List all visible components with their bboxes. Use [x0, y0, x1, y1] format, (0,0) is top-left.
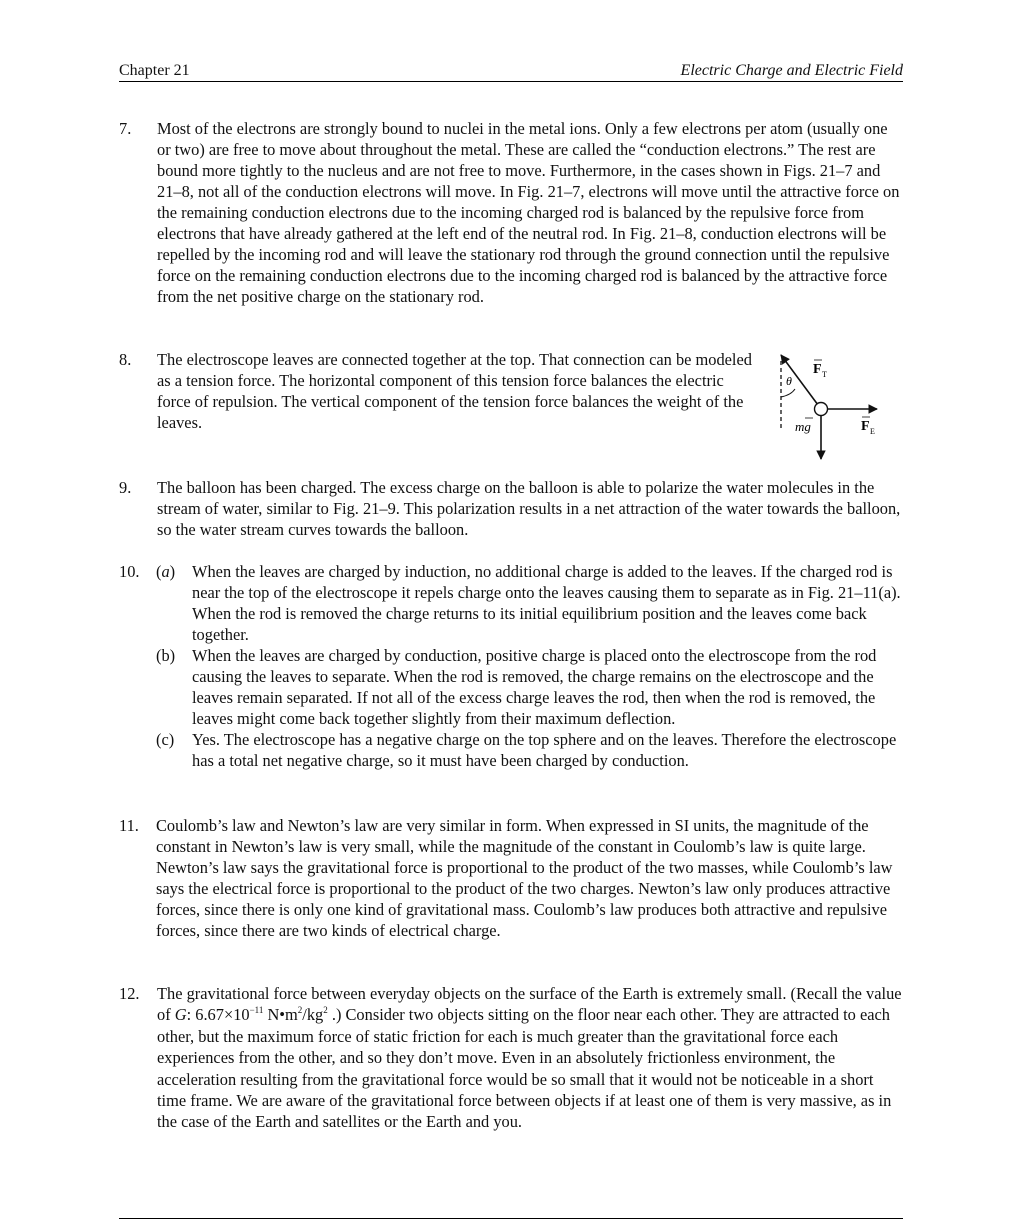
sub-part-a [156, 561, 903, 645]
item-number: 8. [119, 350, 132, 369]
text-after: .) Consider two objects sitting on the floor near each other. They are attracted to each other, but the maximum force of static friction for each is much greater than the gravitational force each experiences from the other, and so they don’t move. Even in an absolutely frictionless environment, the acceleration resulting from the gravitational force would be so small that it would not be noticeable in a short time frame. We are aware of the gravitational force between objects if at least one of them is very massive, as in the case of the Earth and satellites or the Earth and you. [157, 1005, 892, 1132]
tension-label: F [813, 362, 822, 377]
force-diagram [773, 351, 903, 471]
weight-label: mg [795, 419, 811, 434]
force-diagram-svg [773, 351, 903, 471]
answer-item-8 [119, 349, 903, 436]
tension-subscript: T [822, 370, 827, 379]
sub-text: When the leaves are charged by conduction, positive charge is placed onto the electroscope from the rod causing the leaves to separate. When the rod is removed, the charge remains on the electroscope and the leaves remain separated. If not all of the excess charge leaves the rod, then when the rod is removed, the leaves might come back together slightly from their maximum deflection. [192, 646, 877, 728]
item-number: 7. [119, 119, 132, 138]
electric-subscript: E [870, 427, 875, 436]
item-text: The gravitational force between everyday objects on the surface of the Earth is extremely small. (Recall the value of G: $6.67\times 10^{-11}$ $N•m^2/kg^2$ .) Consider two objects sitting on the floor near each other. They are attracted to each other, but the maximum force of static friction for each is much greater than the gravitational force each experiences from the other, and so they don’t move. Even in an absolutely frictionless environment, the acceleration resulting from the gravitational force would be so small that it would not be noticeable in a short time frame. We are aware of the gravitational force between objects if at least one of them is very massive, as in the case of the Earth and satellites or the Earth and you. [157, 984, 902, 1132]
chapter-title: Electric Charge and Electric Field [680, 62, 903, 79]
sub-part-c [156, 729, 903, 771]
item-text: Most of the electrons are strongly bound to nuclei in the metal ions. Only a few electrons per atom (usually one or two) are free to move about throughout the metal. These are called the “conduction electrons.” The rest are bound more tightly to the nucleus and are not free to move. Furthermore, in the cases shown in Figs. 21–7 and 21–8, not all of the conduction electrons will move. In Fig. 21–7, electrons will move until the attractive force on the remaining conduction electrons due to the incoming charged rod is balanced by the repulsive force from electrons that have already gathered at the left end of the neutral rod. In Fig. 21–8, conduction electrons will be repelled by the incoming rod and will leave the stationary rod through the ground connection until the repulsive force on the remaining conduction electrons due to the incoming charged rod is balanced by the attractive force from the net positive charge on the stationary rod. [157, 119, 900, 306]
theta-label: θ [786, 374, 792, 388]
sub-label: (c) [156, 730, 175, 749]
answer-item-10 [119, 561, 903, 771]
item-number: 11. [119, 816, 139, 835]
item-number: 10. [119, 562, 140, 581]
sub-part-b [156, 645, 903, 729]
item-text: The balloon has been charged. The excess charge on the balloon is able to polarize the water molecules in the stream of water, similar to Fig. 21–9. This polarization results in a net attraction of the water towards the balloon, so the water stream curves towards the balloon. [157, 478, 901, 539]
sub-text: When the leaves are charged by induction, no additional charge is added to the leaves. If the charged rod is near the top of the electroscope it repels charge onto the leaves causing them to separate as in Fig. 21–11(a). When the rod is removed the charge returns to its initial equilibrium position and the leaves come back together. [192, 562, 901, 644]
sub-text: Yes. The electroscope has a negative charge on the top sphere and on the leaves. Therefore the electroscope has a total net negative charge, so it must have been charged by conduction. [192, 730, 897, 770]
sub-label: (b) [156, 646, 176, 665]
charge-circle [815, 403, 828, 416]
item-text: The electroscope leaves are connected together at the top. That connection can be modeled as a tension force. The horizontal component of this tension force balances the electric force of repulsion. The vertical component of the tension force balances the weight of the leaves. [157, 350, 752, 432]
sub-label: (a) [156, 562, 176, 581]
angle-arc [781, 389, 795, 397]
g-symbol: G [174, 1005, 187, 1025]
answer-item-11 [119, 815, 903, 941]
g-constant: $6.67\times 10^{-11}$ $N•m^2/kg^2$ [195, 1004, 328, 1025]
item-number: 12. [119, 984, 140, 1003]
item-text: Coulomb’s law and Newton’s law are very similar in form. When expressed in SI units, the magnitude of the constant in Newton’s law is very small, while the magnitude of the constant in Coulomb’s law is quite large. Newton’s law says the gravitational force is proportional to the product of the two masses, while Coulomb’s law says the electrical force is proportional to the product of the two charges. Newton’s law only produces attractive forces, since there is only one kind of gravitational mass. Coulomb’s law produces both attractive and repulsive forces, since there are two kinds of electrical charge. [156, 816, 893, 940]
footer-rule [119, 1218, 903, 1219]
chapter-label: Chapter 21 [119, 62, 190, 79]
item-number: 9. [119, 478, 132, 497]
page-header [119, 59, 903, 82]
text-before: The gravitational force between everyday objects on the surface of the Earth is extremely small. (Recall the value of [157, 984, 902, 1025]
answer-item-7 [119, 118, 903, 307]
answer-item-9 [119, 477, 903, 540]
answer-item-12 [119, 983, 903, 1133]
electric-label: F [861, 419, 870, 434]
